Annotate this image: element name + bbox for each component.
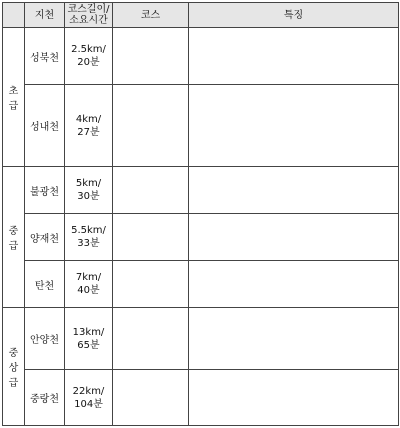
course-route xyxy=(113,261,189,308)
course-length-time xyxy=(65,167,113,214)
table-row xyxy=(3,261,399,308)
course-length: 2.5km/ xyxy=(71,44,106,55)
course-features xyxy=(189,85,399,167)
course-route xyxy=(113,308,189,370)
course-length-time xyxy=(65,214,113,261)
level-intermediate: 중급 xyxy=(3,167,25,308)
course-length-time xyxy=(65,28,113,85)
course-length: 5km/ xyxy=(75,178,102,189)
course-length-time xyxy=(65,308,113,370)
course-time: 30분 xyxy=(77,191,100,202)
course-length-time xyxy=(65,85,113,167)
table-row xyxy=(3,167,399,214)
course-route xyxy=(113,370,189,426)
stream-name: 성북천 xyxy=(25,28,65,85)
course-route xyxy=(113,214,189,261)
course-length-time xyxy=(65,370,113,426)
course-features xyxy=(189,28,399,85)
course-features xyxy=(189,308,399,370)
table-row xyxy=(3,85,399,167)
course-features xyxy=(189,370,399,426)
stream-name: 성내천 xyxy=(25,85,65,167)
course-length: 4km/ xyxy=(75,113,102,125)
course-time: 33분 xyxy=(77,238,100,249)
stream-name: 양재천 xyxy=(25,214,65,261)
table-row xyxy=(3,370,399,426)
stream-name: 안양천 xyxy=(25,308,65,370)
course-time: 27분 xyxy=(77,126,100,138)
stream-course-table xyxy=(2,2,399,426)
course-time: 20분 xyxy=(77,57,100,68)
course-time: 65분 xyxy=(77,339,100,351)
header-stream: 지천 xyxy=(25,3,65,28)
stream-name: 불광천 xyxy=(25,167,65,214)
course-length: 5.5km/ xyxy=(71,225,106,236)
course-features xyxy=(189,261,399,308)
course-route xyxy=(113,167,189,214)
header-length-time: 코스길이/소요시간 xyxy=(65,3,113,28)
table-header-row xyxy=(3,3,399,28)
header-route: 코스 xyxy=(113,3,189,28)
course-time: 40분 xyxy=(77,285,100,296)
course-length: 22km/ xyxy=(72,385,105,397)
course-features xyxy=(189,167,399,214)
course-length: 13km/ xyxy=(72,326,105,338)
course-route xyxy=(113,85,189,167)
table-row xyxy=(3,28,399,85)
stream-name: 탄천 xyxy=(25,261,65,308)
course-time: 104분 xyxy=(74,398,103,410)
course-features xyxy=(189,214,399,261)
course-length-time xyxy=(65,261,113,308)
table-row xyxy=(3,214,399,261)
header-features: 특징 xyxy=(189,3,399,28)
header-level xyxy=(3,3,25,28)
table-row xyxy=(3,308,399,370)
course-route xyxy=(113,28,189,85)
stream-name: 중랑천 xyxy=(25,370,65,426)
level-beginner: 초급 xyxy=(3,28,25,167)
course-length: 7km/ xyxy=(75,272,102,283)
level-upper-intermediate: 중상급 xyxy=(3,308,25,426)
